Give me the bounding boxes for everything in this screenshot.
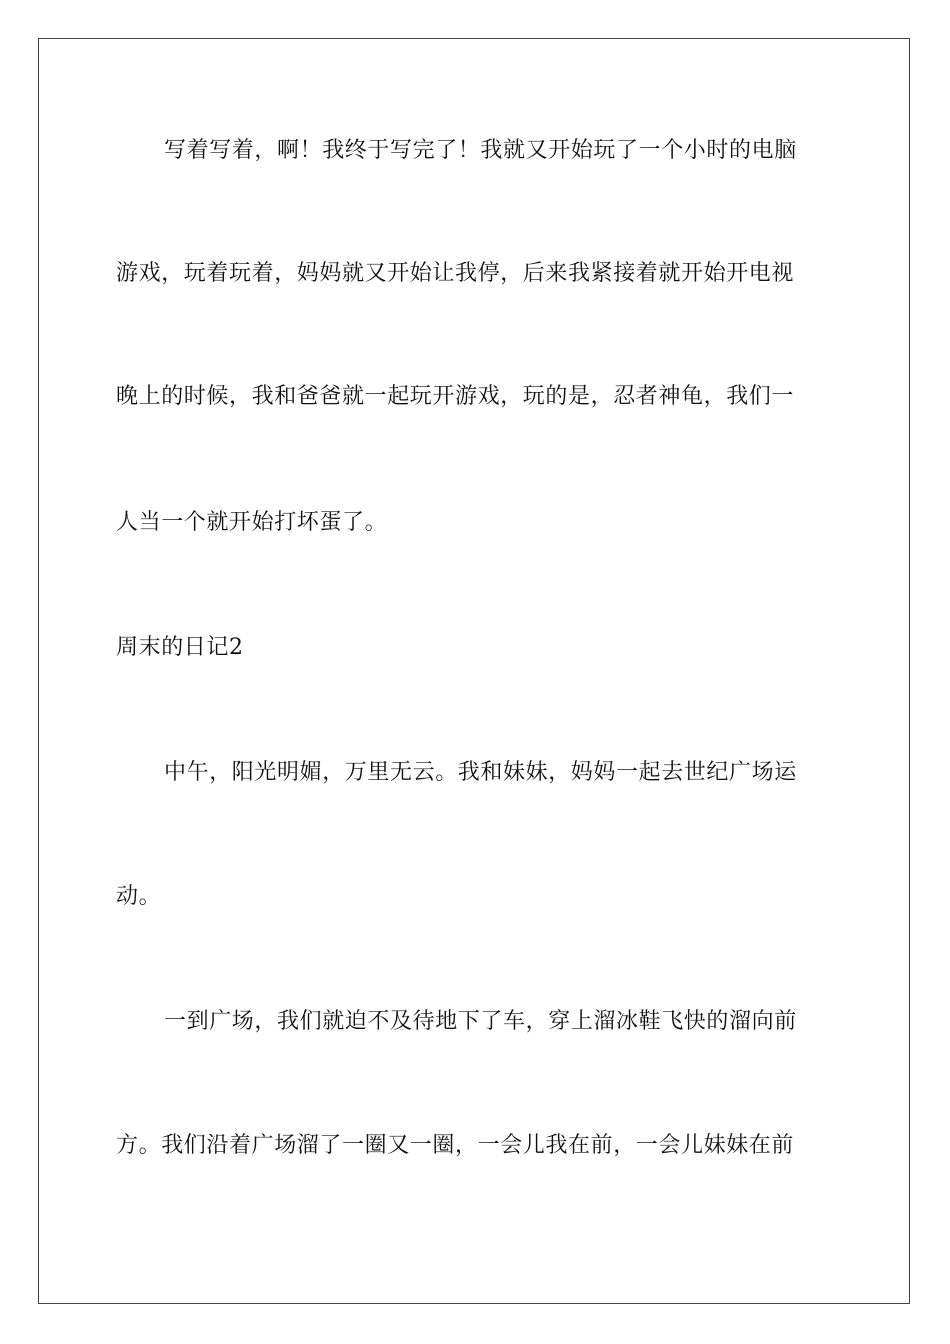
paragraph-line-7: 一到广场，我们就迫不及待地下了车，穿上溜冰鞋飞快的溜向前 (164, 1009, 797, 1034)
page-border (38, 38, 910, 1304)
paragraph-line-1: 写着写着，啊！我终于写完了！我就又开始玩了一个小时的电脑 (164, 138, 797, 163)
paragraph-line-3: 晚上的时候，我和爸爸就一起玩开游戏，玩的是，忍者神龟，我们一 (116, 384, 795, 409)
paragraph-line-8: 方。我们沿着广场溜了一圈又一圈，一会儿我在前，一会儿妹妹在前 (116, 1133, 795, 1158)
paragraph-line-6: 动。 (116, 884, 162, 909)
paragraph-line-4: 人当一个就开始打坏蛋了。 (116, 510, 388, 535)
paragraph-line-5: 中午，阳光明媚，万里无云。我和妹妹，妈妈一起去世纪广场运 (164, 760, 797, 785)
paragraph-line-2: 游戏，玩着玩着，妈妈就又开始让我停，后来我紧接着就开始开电视 (116, 261, 795, 286)
section-heading: 周末的日记2 (116, 635, 244, 660)
